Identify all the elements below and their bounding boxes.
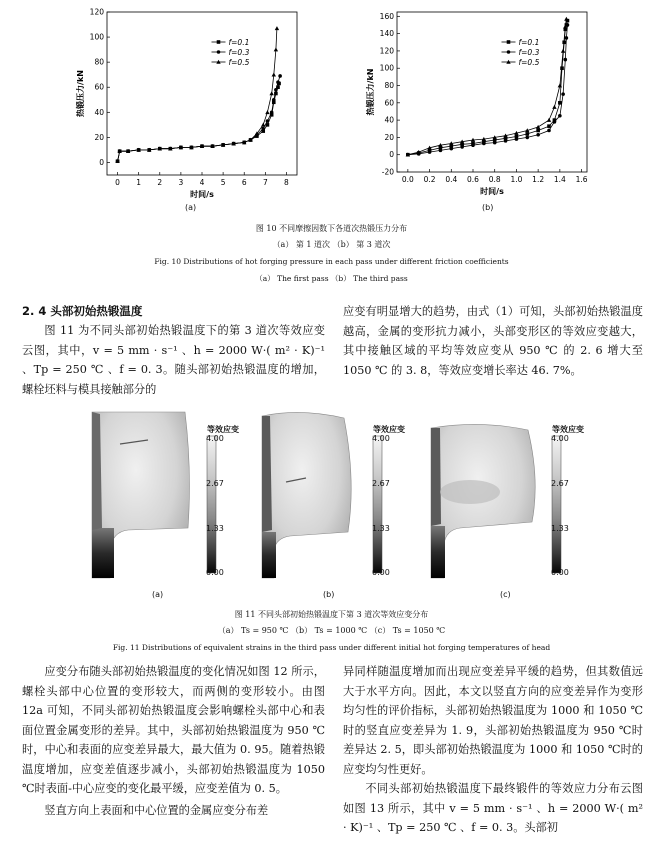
chart-b-series-line [408,19,567,155]
chart-b-legend-label: f=0.5 [518,57,540,67]
chart-a-xtick-label: 0 [115,178,120,187]
chart-b-point [460,145,464,149]
chart-a-ytick-label: 20 [94,132,104,142]
chart-b-series-line [408,21,568,155]
chart-a-xtick-label: 3 [178,178,184,187]
chart-b-ytick-label: 0 [389,150,394,160]
chart-a-ytick-label: 120 [89,7,104,17]
chart-a-xtick-label: 5 [220,178,226,187]
chart-a-legend-label: f=0.1 [228,37,250,47]
fig11-caption-cn: 图 11 不同头部初始热锻温度下第 3 道次等效应变分布 [234,610,429,619]
chart-b-xtick-label: 1.2 [532,175,545,184]
chart-b-point [515,137,519,141]
chart-a-xtick-label: 7 [262,178,268,187]
fig11-panel-b-label: (b) [323,590,335,599]
colorbar-c-tick-2: 2.67 [551,479,569,488]
chart-b-legend-label: f=0.3 [518,47,540,57]
chart-a-xtick-label: 4 [199,178,205,187]
colorbar-b-tick-3: 1.33 [372,524,390,533]
chart-a-point [278,74,282,78]
chart-b-series-line [408,25,568,155]
chart-b-ytick-label: 40 [384,115,394,125]
chart-b-point [482,142,486,146]
chart-a-point [275,26,279,30]
chart-a-point [276,80,280,84]
chart-b-xtick-label: 1.4 [553,175,566,184]
colorbar-b-tick-1: 4.00 [372,434,390,443]
chart-b-point [493,141,497,145]
chart-a-xtick-label: 2 [157,178,163,187]
chart-b-point [560,66,564,70]
section-left-paragraph: 图 11 为不同头部初始热锻温度下的第 3 道次等效应变云图，其中，v = 5 mm · s⁻¹ 、h = 2000 W·( m² · K)⁻¹ 、Tp = 250 ℃ 、f = 0. 3。随头部初始热锻温度的增加，螺栓坯料与模具接触部分的 [22,324,325,396]
chart-a-point [270,111,274,115]
chart-a-legend-label: f=0.5 [228,57,250,67]
chart-b-point [536,129,540,133]
chart-a-point [274,47,278,51]
chart-a-point [265,110,269,114]
chart-a-point [266,119,270,123]
chart-a-xtick-label: 1 [136,178,142,187]
chart-b-xtick-label: 0.0 [401,175,414,184]
chart-b-point [563,58,567,62]
chart-b-point [428,150,432,154]
chart-b-point [504,139,508,143]
colorbar-c-tick-1: 4.00 [551,434,569,443]
chart-b-xtick-label: 1.6 [575,175,588,184]
colorbar-c-tick-3: 1.33 [551,524,569,533]
chart-b-point [561,49,565,53]
chart-a-point [261,127,265,131]
section-right-column [343,302,643,380]
chart-b-point [525,132,529,136]
fig10-sub-en: （a） The first pass （b） The third pass [255,274,408,283]
strain-contour-c [431,424,535,578]
chart-a-ytick-label: 80 [94,57,104,67]
chart-b-ytick-label: 160 [379,11,394,21]
fig11-sub-cn: （a） Ts = 950 ℃ （b） Ts = 1000 ℃ （c） Ts = 1050 ℃ [217,626,446,635]
chart-a-point [272,98,276,102]
chart-b-legend-marker [507,40,511,44]
chart-a-series-line [118,76,281,161]
colorbar-c-title: 等效应变 [552,425,584,434]
fig10-caption-en: Fig. 10 Distributions of hot forging pressure in each pass under different friction coefficients [154,257,509,266]
chart-b-ytick-label: 20 [384,132,394,142]
section-left-column [22,321,325,399]
bottom-right-paragraph-1: 异同样随温度增加而出现应变差异平缓的趋势，但其数值远大于水平方向。因此，本文以竖直方向的应变差异作为变形均匀性的评价指标，头部初始热锻温度为 1000 和 1050 ℃时的竖直应变差异为 1. 9，头部初始热锻温度为 950 ℃时差异达 2. 5，即头部初始热锻温度为 1000 和 1050 ℃时的应变均匀性更好。 [343,665,643,776]
chart-a-ytick-label: 40 [94,107,104,117]
chart-b-point [536,133,540,137]
colorbar-b-tick-4: 0.00 [372,568,390,577]
chart-a-series-line [118,28,277,161]
chart-b-point [439,149,443,153]
chart-b-legend-label: f=0.1 [518,37,540,47]
colorbar-a-tick-4: 0.00 [206,568,224,577]
chart-b-xtick-label: 0.8 [488,175,501,184]
chart-b-ylabel: 热锻压力/kN [366,68,375,116]
chart-a-ytick-label: 0 [99,157,104,167]
chart-b-legend-marker [507,50,511,54]
chart-b-ytick-label: 100 [379,63,394,73]
chart-b-xlabel: 时间/s [480,187,504,196]
chart-b-point [525,136,529,140]
fig11-caption-en: Fig. 11 Distributions of equivalent strains in the third pass under different initial hot forging temperatures of head [112,643,551,652]
colorbar-b-title: 等效应变 [373,425,405,434]
colorbar-b [373,436,382,573]
bottom-left-paragraph-2: 竖直方向上表面和中心位置的金属应变分布差 [44,803,269,817]
colorbar-a-title: 等效应变 [207,425,239,434]
chart-b [365,12,588,196]
figure-10 [0,0,663,220]
bottom-right-column [343,662,643,838]
bottom-left-paragraph-1: 应变分布随头部初始热锻温度的变化情况如图 12 所示，螺栓头部中心位置的变形较大，而两侧的变形较小。由图 12a 可知，不同头部初始热锻温度会影响螺栓头部中心和表面位置金属变形的差异。其中，头部初始热锻温度为 950 ℃时，中心和表面的应变差异最大，最大值为 0. 95。随着热锻温度增加，应变差值逐步减小，头部初始热锻温度为 1050 ℃时表面-中心应变的变化最平缓，应变差值为 0. 5。 [22,665,325,795]
colorbar-a-tick-3: 1.33 [206,524,224,533]
bottom-right-paragraph-2: 不同头部初始热锻温度下最终锻件的等效应力分布云图如图 13 所示，其中 v = 5 mm · s⁻¹ 、h = 2000 W·( m² · K)⁻¹ 、Tp = 250 ℃ 、f = 0. 3。头部初 [343,782,643,834]
chart-b-ytick-label: -20 [381,167,394,177]
chart-a-point [261,123,265,127]
section-heading: 2. 4 头部初始热锻温度 [22,304,143,318]
chart-b-point [471,143,475,147]
fig11-panel-a-label: (a) [152,590,164,599]
chart-a-point [272,72,276,76]
chart-b-xtick-label: 0.4 [445,175,458,184]
chart-b-point [561,92,565,96]
chart-a-legend-marker [217,50,221,54]
chart-a-ylabel: 热锻压力/kN [76,70,85,117]
colorbar-b-tick-2: 2.67 [372,479,390,488]
chart-b-point [547,124,551,128]
colorbar-c-tick-4: 0.00 [551,568,569,577]
fig10-panel-a-label: (a) [185,203,197,212]
chart-b-point [564,17,568,21]
strain-contour-a [92,412,189,578]
colorbar-a-tick-1: 4.00 [206,434,224,443]
bottom-left-column [22,662,325,820]
colorbar-c [552,436,561,573]
colorbar-a [207,436,216,573]
chart-a-legend-label: f=0.3 [228,47,250,57]
fig11-panel-c-label: (c) [500,590,511,599]
chart-a [75,8,297,200]
fig10-sub-cn: （a） 第 1 道次 （b） 第 3 道次 [272,240,391,249]
fig10-caption-cn: 图 10 不同摩擦因数下各道次热锻压力分布 [255,224,408,233]
chart-b-ytick-label: 80 [384,81,394,91]
colorbar-a-tick-2: 2.67 [206,479,224,488]
chart-b-ytick-label: 140 [379,29,394,39]
strain-contour-b [262,412,351,578]
chart-a-legend-marker [217,40,221,44]
chart-b-ytick-label: 60 [384,98,394,108]
chart-a-point [274,88,278,92]
chart-a-xtick-label: 6 [241,178,247,187]
chart-b-point [565,36,569,40]
chart-a-point [269,91,273,95]
chart-b-xtick-label: 0.2 [423,175,436,184]
fig10-panel-b-label: (b) [482,203,494,212]
chart-b-point [558,101,562,105]
chart-a-xtick-label: 8 [284,178,289,187]
chart-b-point [547,129,551,133]
chart-b-ytick-label: 120 [379,46,394,56]
section-right-paragraph: 应变有明显增大的趋势，由式（1）可知，头部初始热锻温度越高，金属的变形抗力减小，头部变形区的等效应变越大，其中接触区域的平均等效应变从 950 ℃ 的 2. 6 增大至 1050 ℃ 的 3. 8，等效应变增长率达 46. 7%。 [343,305,643,377]
chart-b-point [449,147,453,151]
chart-a-xlabel: 时间/s [190,190,214,199]
chart-b-point [552,105,556,109]
chart-b-point [547,118,551,122]
chart-b-point [558,114,562,118]
chart-b-xtick-label: 1.0 [510,175,523,184]
chart-b-point [553,120,557,124]
chart-b-xtick-label: 0.6 [467,175,479,184]
chart-b-point [536,125,540,129]
chart-a-ytick-label: 100 [89,32,104,42]
chart-a-ytick-label: 60 [94,82,104,92]
